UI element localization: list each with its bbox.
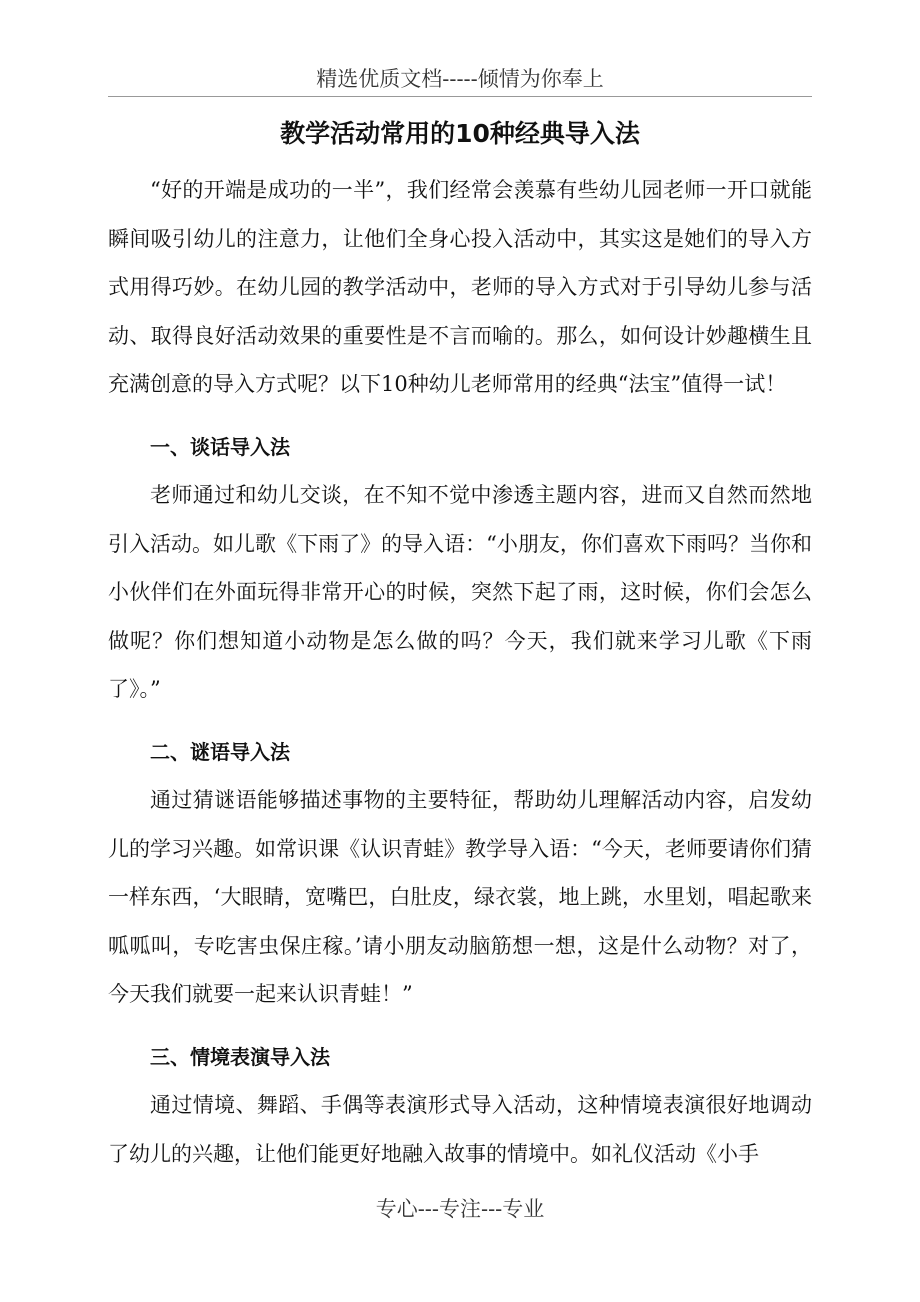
- section-body-3: 通过情境、舞蹈、手偶等表演形式导入活动，这种情境表演很好地调动了幼儿的兴趣，让他们能更好地融入故事的情境中。如礼仪活动《小手: [108, 1093, 812, 1166]
- page-header: 精选优质文档-----倾情为你奉上: [108, 62, 812, 97]
- section-heading-3: 三、情境表演导入法: [150, 1044, 330, 1069]
- document-body: [108, 166, 812, 1178]
- section-heading-1: 一、谈话导入法: [150, 434, 290, 459]
- section-heading-2: 二、谜语导入法: [150, 739, 290, 764]
- page-footer: 专心---专注---专业: [375, 1197, 545, 1221]
- intro-paragraph: “好的开端是成功的一半”，我们经常会羡慕有些幼儿园老师一开口就能瞬间吸引幼儿的注意力，让他们全身心投入活动中，其实这是她们的导入方式用得巧妙。在幼儿园的教学活动中，老师的导入方式对于引导幼儿参与活动、取得良好活动效果的重要性是不言而喻的。那么，如何设计妙趣横生且充满创意的导入方式呢？以下10种幼儿老师常用的经典“法宝”值得一试！: [108, 178, 812, 396]
- document-title: 教学活动常用的10种经典导入法: [280, 119, 640, 148]
- section-body-1: 老师通过和幼儿交谈，在不知不觉中渗透主题内容，进而又自然而然地引入活动。如儿歌《下雨了》的导入语：“小朋友，你们喜欢下雨吗？当你和小伙伴们在外面玩得非常开心的时候，突然下起了雨，这时候，你们会怎么做呢？你们想知道小动物是怎么做的吗？今天，我们就来学习儿歌《下雨了》。”: [108, 483, 812, 701]
- section-body-2: 通过猜谜语能够描述事物的主要特征，帮助幼儿理解活动内容，启发幼儿的学习兴趣。如常识课《认识青蛙》教学导入语：“今天，老师要请你们猜一样东西，‘大眼睛，宽嘴巴，白肚皮，绿衣裳，地上跳，水里划，唱起歌来呱呱叫，专吃害虫保庄稼。’请小朋友动脑筋想一想，这是什么动物？对了，今天我们就要一起来认识青蛙！”: [108, 788, 812, 1006]
